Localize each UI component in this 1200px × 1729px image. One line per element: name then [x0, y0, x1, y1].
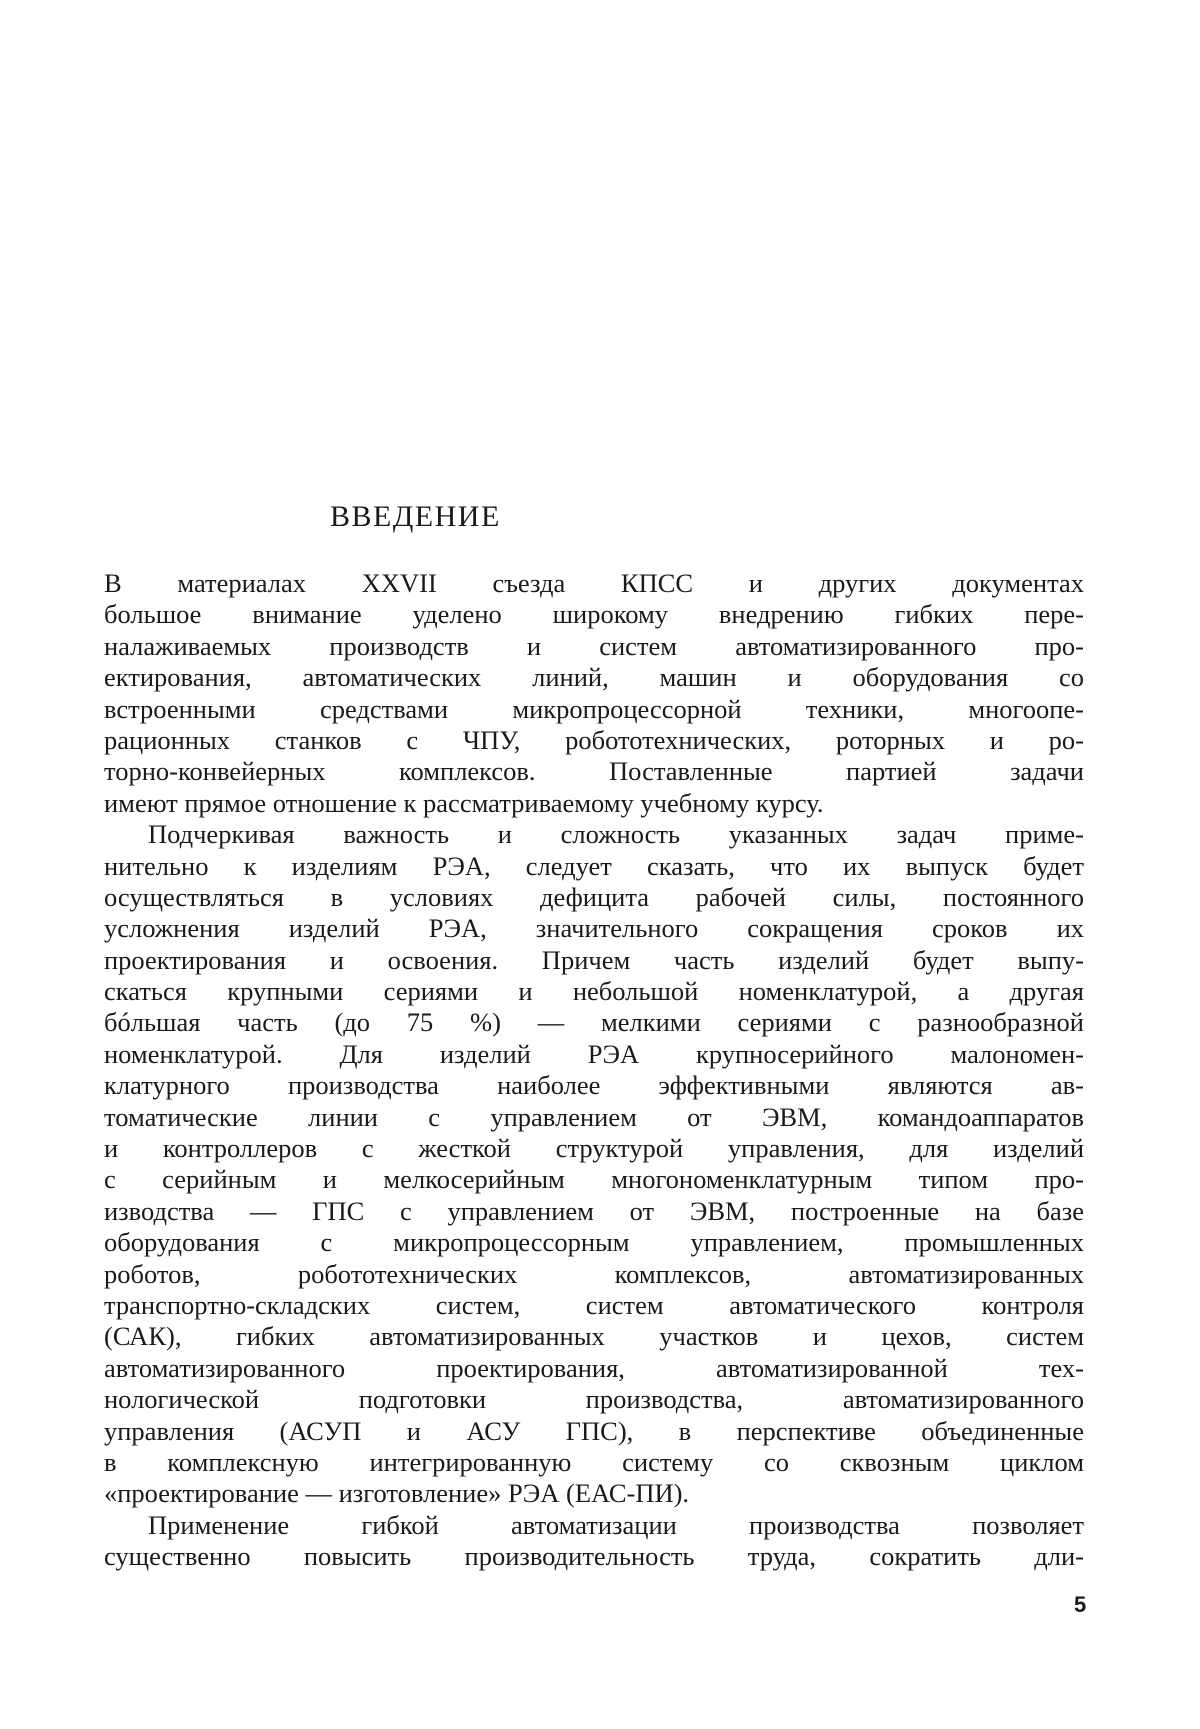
body-text — [104, 568, 1084, 1573]
page-number: 5 — [1074, 1592, 1087, 1617]
text-line: транспортно-складских систем, систем автоматического контроля — [104, 1289, 1084, 1320]
text-line: В материалах XXVII съезда КПСС и других документах — [104, 568, 1084, 598]
text-line: в комплексную интегрированную систему со сквозным циклом — [104, 1446, 1084, 1477]
text-line: бóльшая часть (до 75 %) — мелкими сериями с разнообразной — [104, 1007, 1084, 1038]
text-line: нительно к изделиям РЭА, следует сказать, что их выпуск будет — [104, 850, 1084, 881]
text-line: с серийным и мелкосерийным многономенклатурным типом про- — [104, 1164, 1084, 1195]
text-line: осуществляться в условиях дефицита рабочей силы, постоянного — [104, 881, 1084, 912]
text-line: «проектирование — изготовление» РЭА (ЕАС-ПИ). — [104, 1478, 690, 1509]
text-line: встроенными средствами микропроцессорной техники, многоопе- — [104, 693, 1084, 724]
text-line: существенно повысить производительность труда, сократить дли- — [104, 1541, 1084, 1572]
text-line: и контроллеров с жесткой структурой управления, для изделий — [104, 1133, 1084, 1164]
text-line: (САК), гибких автоматизированных участков и цехов, систем — [104, 1321, 1084, 1352]
text-line: ектирования, автоматических линий, машин и оборудования со — [104, 662, 1084, 693]
text-line: томатические линии с управлением от ЭВМ, командоаппаратов — [104, 1101, 1084, 1132]
text-line: большое внимание уделено широкому внедрению гибких пере- — [104, 599, 1084, 630]
text-line: торно-конвейерных комплексов. Поставленные партией задачи — [104, 756, 1084, 787]
text-line: Подчеркивая важность и сложность указанных задач приме- — [148, 819, 1084, 850]
text-line: оборудования с микропроцессорным управлением, промышленных — [104, 1227, 1084, 1258]
text-line: рационных станков с ЧПУ, робототехнических, роторных и ро- — [104, 724, 1084, 755]
text-line: Применение гибкой автоматизации производства позволяет — [148, 1509, 1084, 1540]
text-line: автоматизированного проектирования, автоматизированной тех- — [104, 1352, 1084, 1383]
text-line: имеют прямое отношение к рассматриваемому учебному курсу. — [104, 787, 824, 818]
text-line: номенклатурой. Для изделий РЭА крупносерийного малономен- — [104, 1038, 1084, 1069]
section-heading: ВВЕДЕНИЕ — [330, 500, 501, 533]
text-line: проектирования и освоения. Причем часть изделий будет выпу- — [104, 944, 1084, 975]
text-line: налаживаемых производств и систем автоматизированного про- — [104, 630, 1084, 661]
text-line: роботов, робототехнических комплексов, автоматизированных — [104, 1258, 1084, 1289]
text-line: клатурного производства наиболее эффективными являются ав- — [104, 1070, 1084, 1101]
text-line: усложнения изделий РЭА, значительного сокращения сроков их — [104, 913, 1084, 944]
text-line: нологической подготовки производства, автоматизированного — [104, 1384, 1084, 1415]
text-line: скаться крупными сериями и небольшой номенклатурой, а другая — [104, 976, 1084, 1007]
text-line: управления (АСУП и АСУ ГПС), в перспективе объединенные — [104, 1415, 1084, 1446]
text-line: изводства — ГПС с управлением от ЭВМ, построенные на базе — [104, 1195, 1084, 1226]
